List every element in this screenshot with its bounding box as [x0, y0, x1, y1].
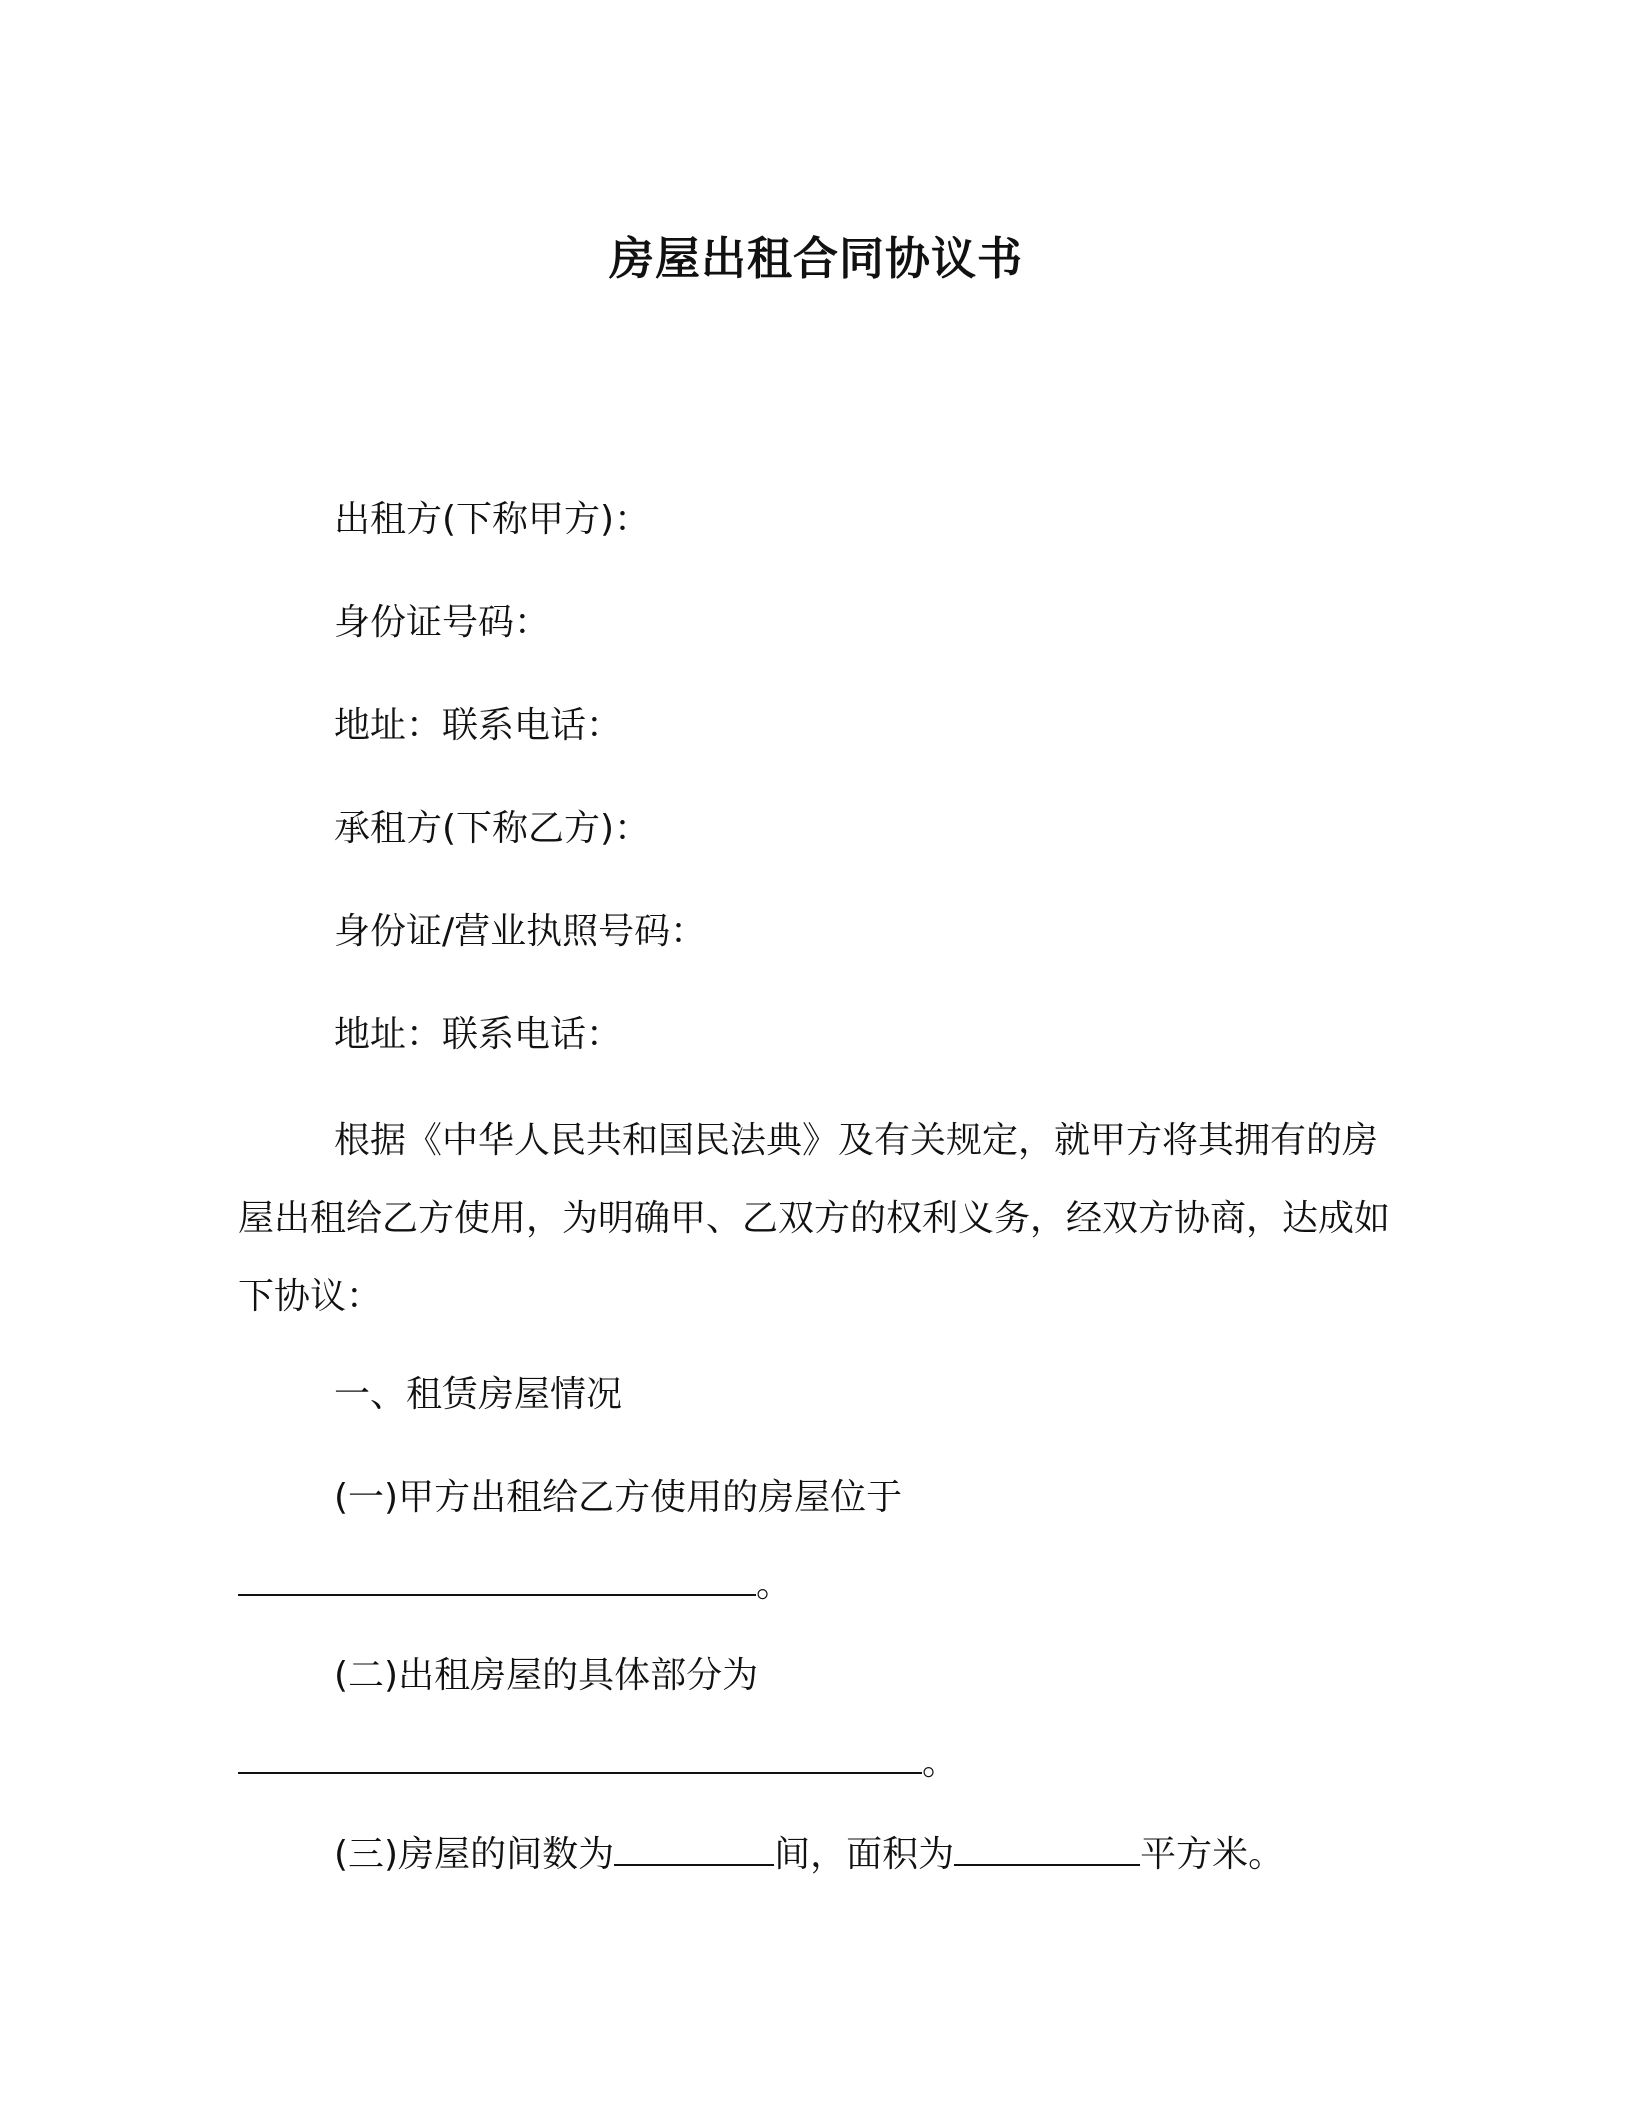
lessee-label: 承租方(下称乙方)：	[334, 808, 651, 849]
room-count-blank[interactable]	[614, 1832, 774, 1866]
section1-heading: 一、租赁房屋情况	[334, 1374, 623, 1415]
clause3-part3: 平方米。	[1140, 1834, 1285, 1875]
lessor-label: 出租方(下称甲方)：	[334, 499, 651, 540]
clause3-part1: (三)房屋的间数为	[334, 1834, 615, 1875]
clause2-blank[interactable]	[238, 1740, 922, 1774]
lessor-contact-label: 地址：联系电话：	[334, 705, 623, 746]
document-title: 房屋出租合同协议书	[608, 232, 1023, 285]
clause1-blank[interactable]	[238, 1562, 756, 1596]
clause3-line	[334, 1832, 1284, 1878]
clause1-text: (一)甲方出租给乙方使用的房屋位于	[334, 1477, 903, 1518]
clause2-end: 。	[922, 1742, 959, 1783]
lessee-contact-label: 地址：联系电话：	[334, 1014, 623, 1055]
lessor-id-label: 身份证号码：	[334, 602, 551, 643]
area-blank[interactable]	[954, 1832, 1140, 1866]
clause1-fill-line	[238, 1562, 792, 1608]
clause3-part2: 间，面积为	[774, 1834, 955, 1875]
lessee-id-label: 身份证/营业执照号码：	[334, 911, 707, 952]
clause1-end: 。	[756, 1564, 793, 1605]
clause2-fill-line	[238, 1740, 958, 1786]
clause2-text: (二)出租房屋的具体部分为	[334, 1655, 759, 1696]
preamble-paragraph: 根据《中华人民共和国民法典》及有关规定，就甲方将其拥有的房屋出租给乙方使用，为明确甲、乙双方的权利义务，经双方协商，达成如下协议：	[238, 1120, 1391, 1317]
